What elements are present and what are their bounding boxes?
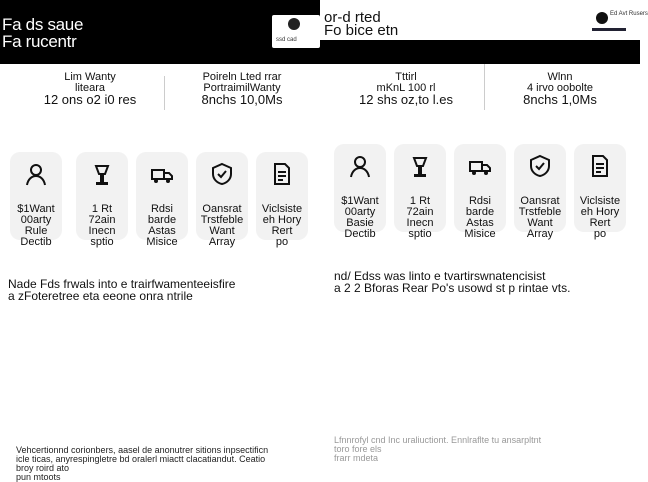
- badge-text: Ed Avt Rusers: [610, 11, 648, 17]
- footer-line: Lfnnrofyl cnd Inc uraliuctiont. Ennlraflte tu ansarpltnt: [334, 435, 542, 445]
- feature-card[interactable]: [454, 144, 506, 240]
- description-line: a zFoteretree eta eeone onra ntrile: [8, 289, 193, 303]
- stat-4: [490, 72, 630, 112]
- card-label-line: Viclsiste: [261, 203, 303, 215]
- card-label-line: Rule: [24, 225, 48, 237]
- footer-line: frarr mdeta: [334, 453, 379, 463]
- card-label-line: 1 Rt: [409, 195, 431, 207]
- card-label-line: Dectib: [20, 236, 52, 248]
- lamp-icon: [408, 154, 432, 178]
- card-label-line: Oansrat: [202, 203, 242, 215]
- card-label-line: 72ain: [88, 214, 116, 226]
- shield-icon: [528, 154, 552, 178]
- card-label: [256, 204, 308, 248]
- description-line: nd/ Edss was linto e tvartirswnatencisist: [334, 269, 546, 283]
- footer-line: Vehcertionnd corionbers, aasel de anonutrer sitions inpsectificn: [16, 445, 269, 455]
- stat-value: 8nchs 1,0Ms: [523, 92, 597, 107]
- page-title-line-2: Fo bice etn: [324, 22, 399, 39]
- card-label: [574, 196, 626, 240]
- brand-line-1: Fa ds saue: [2, 15, 84, 34]
- feature-card[interactable]: [136, 152, 188, 248]
- card-label-line: Array: [208, 236, 236, 248]
- right-footer-note: [334, 436, 541, 463]
- truck-icon: [468, 154, 492, 178]
- card-label-line: Rert: [589, 217, 611, 229]
- feature-card[interactable]: [256, 152, 308, 248]
- right-description: [334, 270, 570, 294]
- card-label-line: Rert: [271, 225, 293, 237]
- stat-1: [20, 72, 160, 112]
- feature-card[interactable]: [10, 152, 62, 248]
- stat-3: [336, 72, 476, 112]
- card-label: [76, 204, 128, 248]
- card-label-line: sptio: [408, 228, 432, 240]
- card-label-line: barde: [465, 206, 495, 218]
- badge-emblem-icon: [596, 12, 608, 24]
- stat-value: 12 shs oz,to l.es: [359, 92, 453, 107]
- card-label-line: Dectib: [344, 228, 376, 240]
- card-label-line: Misice: [146, 236, 178, 248]
- stat-value: 8nchs 10,0Ms: [201, 92, 283, 107]
- card-label-line: Misice: [464, 228, 496, 240]
- brand-title: [2, 16, 83, 50]
- card-label-line: Oansrat: [520, 195, 560, 207]
- footer-line: icle ticas, anyrespingletre bd oralerl miactt clacatiandut. Ceatio: [16, 454, 266, 464]
- card-label-line: sptio: [90, 236, 114, 248]
- card-label-line: 72ain: [406, 206, 434, 218]
- card-label-line: Viclsiste: [579, 195, 621, 207]
- card-label: [136, 204, 188, 248]
- card-label-line: po: [593, 228, 607, 240]
- stat-value: 12 ons o2 i0 res: [43, 92, 137, 107]
- card-label: [454, 196, 506, 240]
- card-label-line: Trstfeble: [200, 214, 244, 226]
- card-label-line: Basie: [346, 217, 374, 229]
- card-label-line: Rdsi: [150, 203, 173, 215]
- stat-sublabel: liteara: [75, 82, 105, 94]
- card-label-line: 00arty: [20, 214, 52, 226]
- card-label-line: Want: [209, 225, 235, 237]
- card-label-line: Astas: [148, 225, 176, 237]
- card-label-line: $1Want: [341, 195, 379, 207]
- stat-sublabel: PortraimilWanty: [203, 82, 281, 94]
- stat-label: Lim Wanty: [64, 71, 116, 83]
- card-label: [10, 204, 62, 248]
- card-label: [196, 204, 248, 248]
- user-icon: [348, 154, 372, 178]
- left-footer-note: [16, 446, 268, 482]
- lamp-icon: [90, 162, 114, 186]
- badge-underline: [592, 28, 626, 31]
- card-label-line: $1Want: [17, 203, 55, 215]
- shield-icon: [210, 162, 234, 186]
- brand-line-2: Fa rucentr: [2, 32, 77, 51]
- card-label-line: Inecn: [88, 225, 116, 237]
- feature-card[interactable]: [76, 152, 128, 248]
- stat-divider: [164, 76, 165, 110]
- card-label-line: Trstfeble: [518, 206, 562, 218]
- card-label-line: eh Hory: [580, 206, 620, 218]
- stat-label: Tttirl: [395, 71, 417, 83]
- card-label-line: Rdsi: [468, 195, 491, 207]
- document-icon: [588, 154, 612, 178]
- card-label-line: po: [275, 236, 289, 248]
- page-title-line-1: or-d rted: [324, 9, 381, 26]
- feature-card[interactable]: [394, 144, 446, 240]
- stat-sublabel: 4 irvo oobolte: [526, 82, 594, 94]
- card-label: [394, 196, 446, 240]
- footer-line: pun mtoots: [16, 472, 61, 482]
- footer-line: broy roird ato: [16, 463, 70, 473]
- logo[interactable]: [272, 15, 320, 48]
- card-label-line: 1 Rt: [91, 203, 113, 215]
- page-title: [324, 11, 398, 37]
- stat-label: Wlnn: [547, 71, 573, 83]
- user-icon: [24, 162, 48, 186]
- card-label-line: Astas: [466, 217, 494, 229]
- logo-mark-icon: [288, 18, 300, 30]
- description-line: Nade Fds frwals into e trairfwamenteeisfire: [8, 277, 236, 291]
- left-description: [8, 278, 235, 302]
- card-label-line: barde: [147, 214, 177, 226]
- badge-logo[interactable]: [592, 6, 648, 36]
- logo-text: ssd cad: [276, 37, 297, 43]
- footer-line: toro fore els: [334, 444, 382, 454]
- description-line: a 2 2 Bforas Rear Po's usowd st p rintae vts.: [334, 281, 571, 295]
- card-label-line: 00arty: [344, 206, 376, 218]
- feature-card[interactable]: [196, 152, 248, 248]
- feature-card[interactable]: [574, 144, 626, 240]
- card-label-line: Array: [526, 228, 554, 240]
- stat-sublabel: mKnL 100 rl: [376, 82, 436, 94]
- feature-card[interactable]: [514, 144, 566, 240]
- card-label-line: Inecn: [406, 217, 434, 229]
- card-label: [514, 196, 566, 240]
- feature-card[interactable]: [334, 144, 386, 240]
- card-label-line: Want: [527, 217, 553, 229]
- truck-icon: [150, 162, 174, 186]
- card-label-line: eh Hory: [262, 214, 302, 226]
- document-icon: [270, 162, 294, 186]
- stat-2: [172, 72, 312, 112]
- card-label: [334, 196, 386, 240]
- stat-label: Poireln Lted rrar: [202, 71, 282, 83]
- stat-divider: [484, 64, 485, 110]
